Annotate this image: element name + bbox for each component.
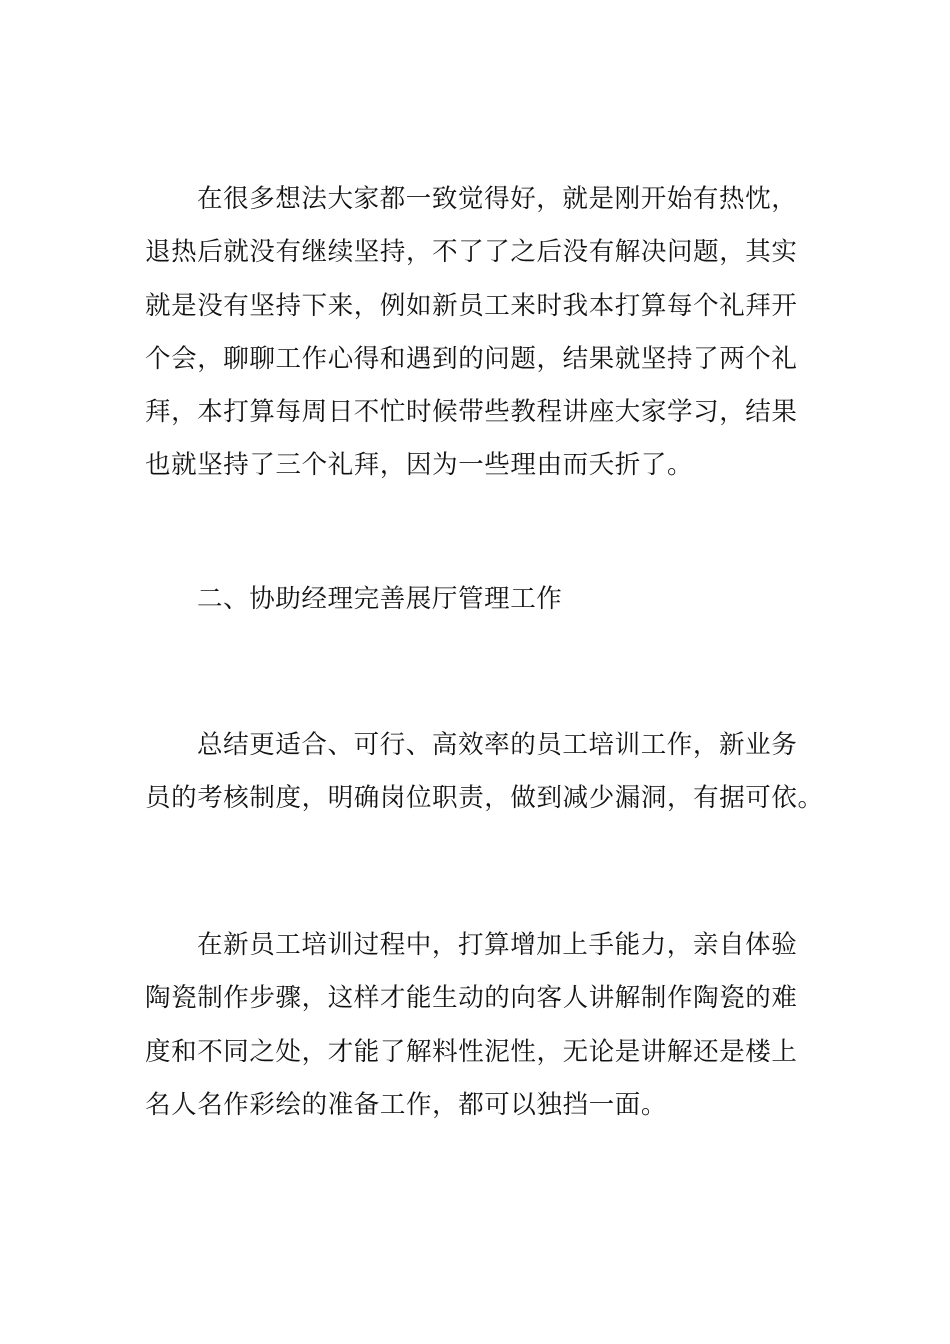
paragraph-1-line-5: 拜，本打算每周日不忙时候带些教程讲座大家学习，结果	[145, 397, 798, 428]
paragraph-2	[145, 719, 824, 826]
paragraph-3-line-2: 陶瓷制作步骤，这样才能生动的向客人讲解制作陶瓷的难	[145, 983, 798, 1014]
paragraph-3-line-4: 名人名作彩绘的准备工作，都可以独挡一面。	[145, 1089, 668, 1120]
section-heading	[145, 573, 810, 626]
paragraph-3	[145, 919, 810, 1132]
paragraph-2-line-2: 员的考核制度，明确岗位职责，做到减少漏洞，有据可依。	[145, 783, 824, 814]
paragraph-1-line-4: 个会，聊聊工作心得和遇到的问题，结果就坚持了两个礼	[145, 343, 798, 374]
paragraph-1	[145, 173, 810, 493]
paragraph-3-line-1: 在新员工培训过程中，打算增加上手能力，亲自体验	[197, 930, 798, 960]
paragraph-1-line-3: 就是没有坚持下来，例如新员工来时我本打算每个礼拜开	[145, 290, 798, 321]
paragraph-3-line-3: 度和不同之处，才能了解料性泥性，无论是讲解还是楼上	[145, 1036, 798, 1067]
section-heading-text: 二、协助经理完善展厅管理工作	[197, 584, 563, 614]
paragraph-1-line-1: 在很多想法大家都一致觉得好，就是刚开始有热忱，	[197, 184, 798, 214]
paragraph-1-line-2: 退热后就没有继续坚持，不了了之后没有解决问题，其实	[145, 237, 798, 268]
paragraph-2-line-1: 总结更适合、可行、高效率的员工培训工作，新业务	[197, 730, 798, 760]
paragraph-1-line-6: 也就坚持了三个礼拜，因为一些理由而夭折了。	[145, 450, 694, 481]
